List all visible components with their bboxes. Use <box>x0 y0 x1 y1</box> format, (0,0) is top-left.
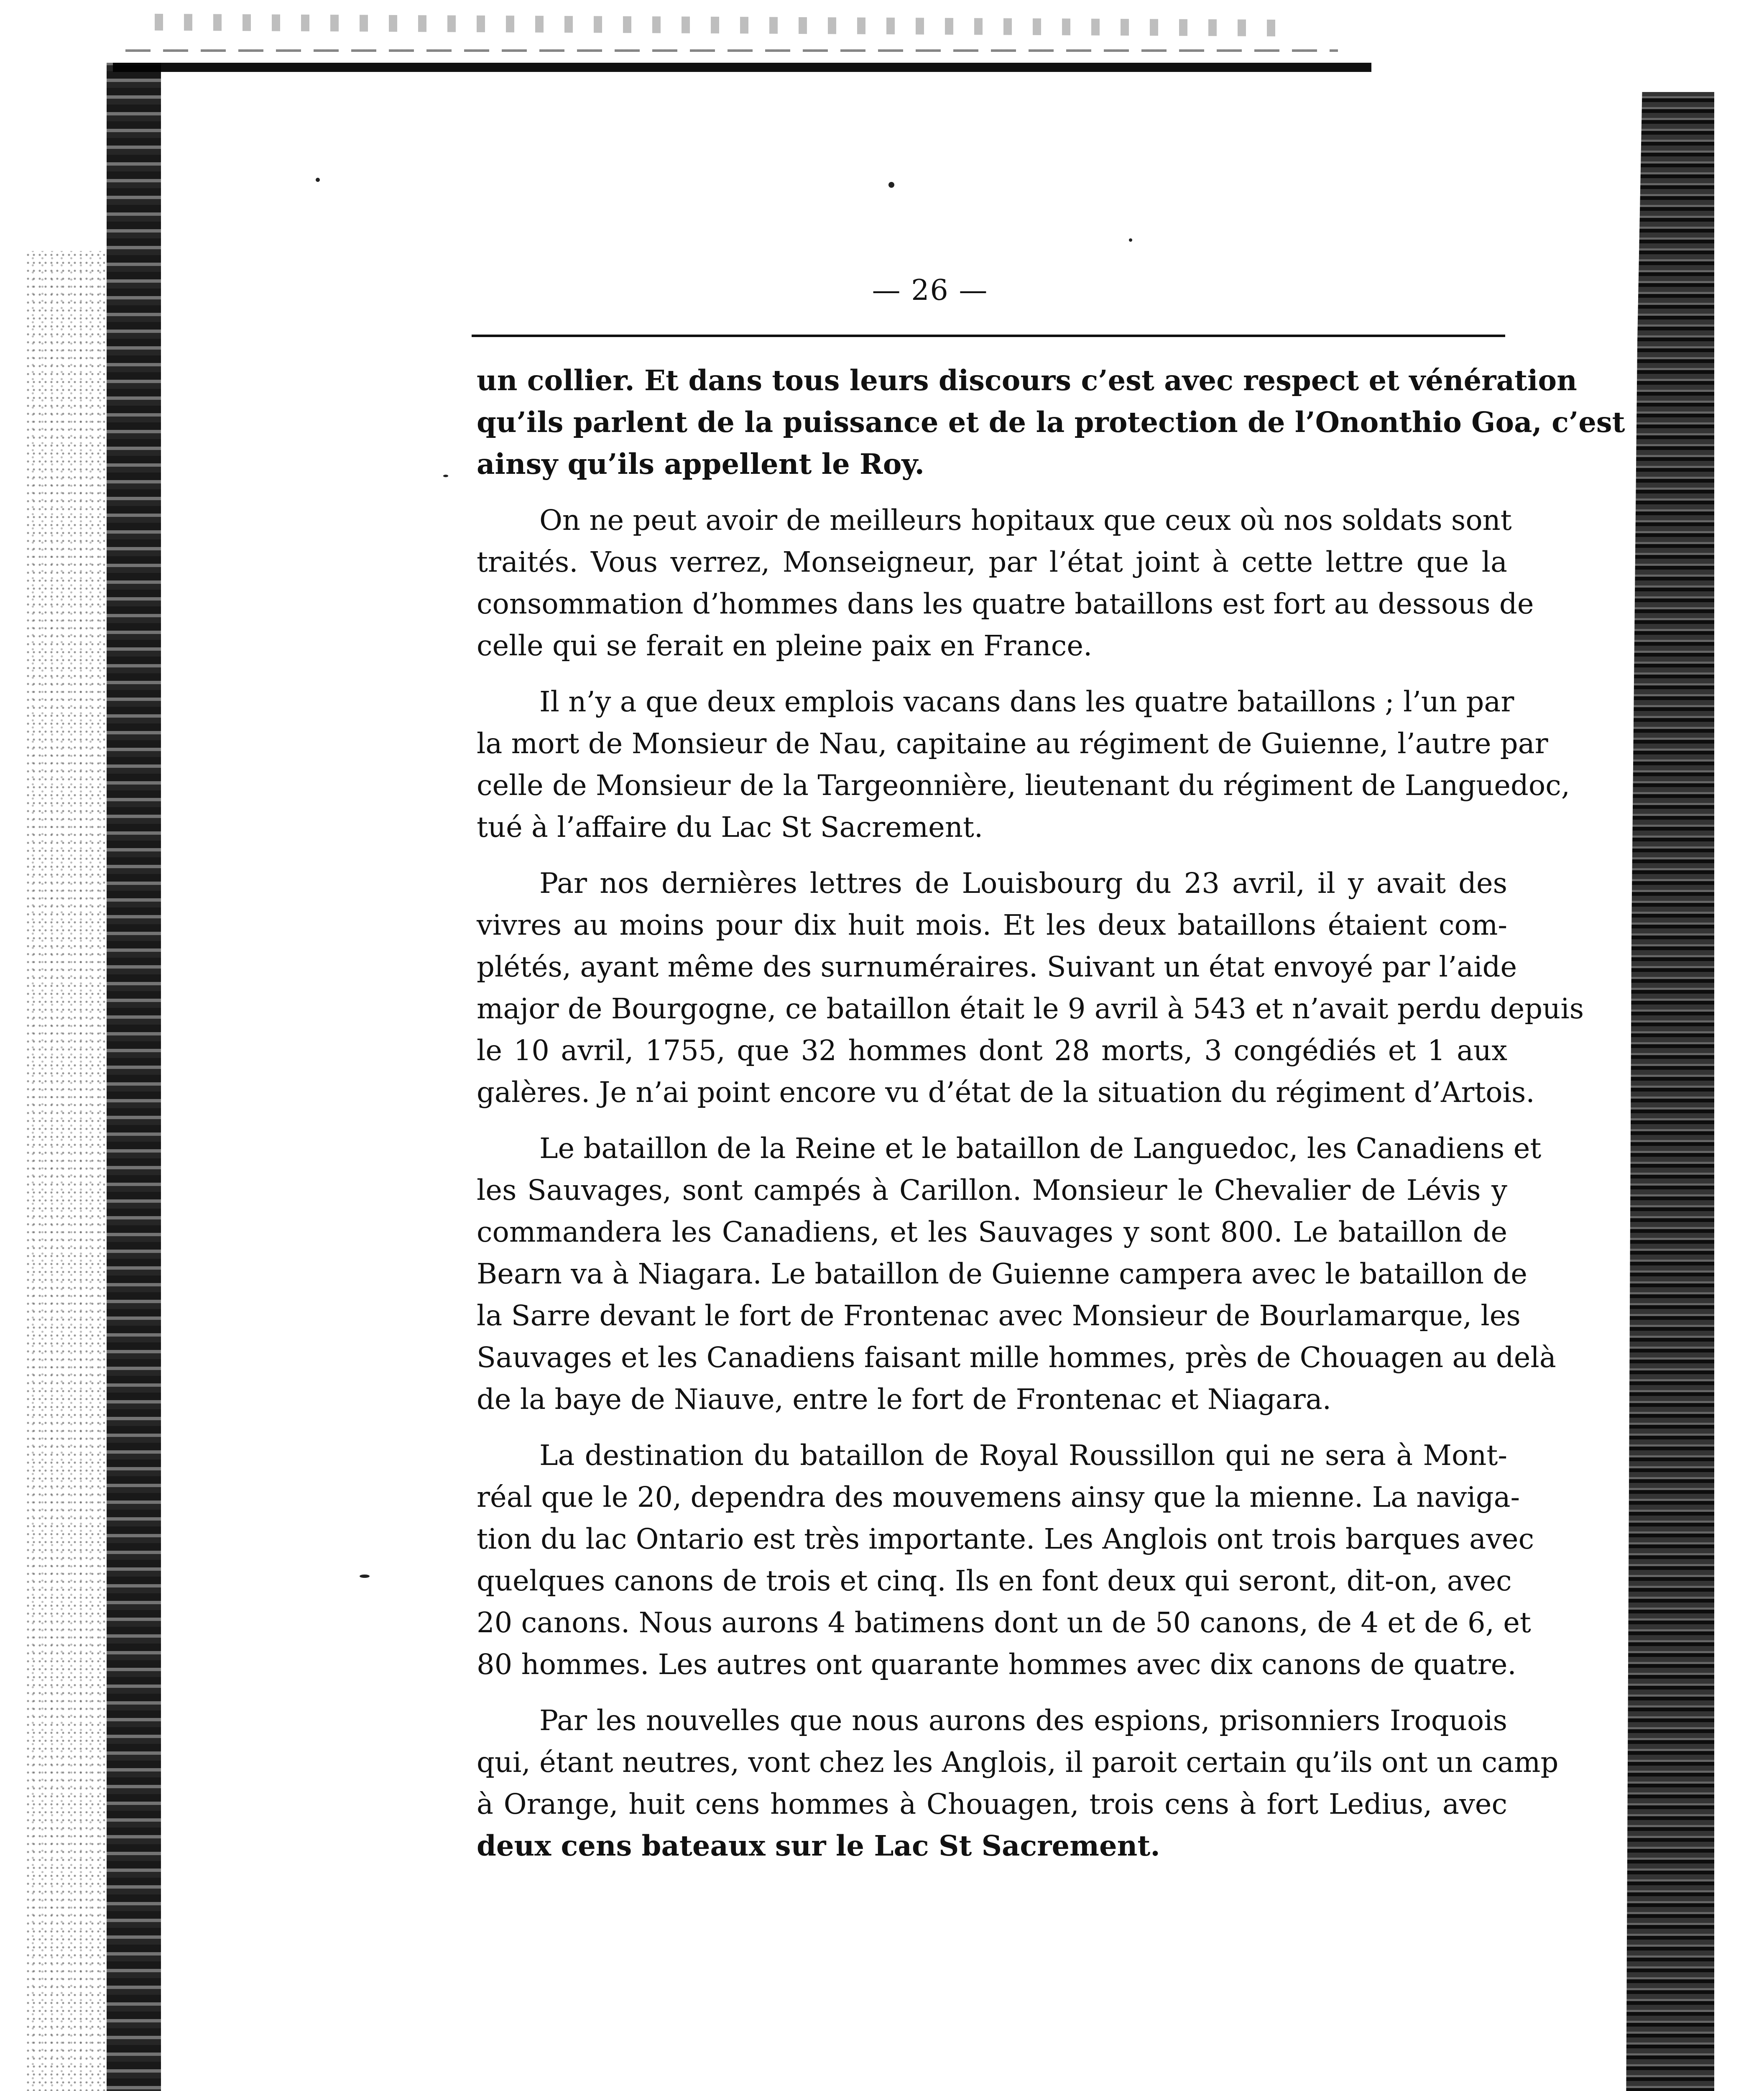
text-line: plétés, ayant même des surnuméraires. Suivant un état envoyé par l’aide <box>477 951 1517 983</box>
text-line: celle de Monsieur de la Targeonnière, lieutenant du régiment de Languedoc, <box>477 769 1570 802</box>
text-line: commandera les Canadiens, et les Sauvages y sont 800. Le bataillon de <box>477 1216 1507 1248</box>
text-line: tion du lac Ontario est très importante. Les Anglois ont trois barques avec <box>477 1523 1534 1555</box>
paragraph <box>477 862 1584 1113</box>
scan-speck <box>443 475 448 477</box>
scan-speck <box>360 1575 370 1578</box>
text-body <box>477 360 1625 1881</box>
scan-right-border <box>1618 92 1714 2091</box>
text-line: les Sauvages, sont campés à Carillon. Monsieur le Chevalier de Lévis y <box>477 1174 1507 1207</box>
text-line: Par les nouvelles que nous aurons des espions, prisonniers Iroquois <box>539 1704 1507 1737</box>
text-line: La destination du bataillon de Royal Roussillon qui ne sera à Mont- <box>539 1439 1507 1472</box>
paragraph <box>477 1700 1559 1867</box>
text-line: traités. Vous verrez, Monseigneur, par l’état joint à cette lettre que la <box>477 546 1507 578</box>
scan-top-border <box>113 63 1371 72</box>
text-line: de la baye de Niauve, entre le fort de Frontenac et Niagara. <box>477 1383 1331 1416</box>
text-line: Par nos dernières lettres de Louisbourg du 23 avril, il y avait des <box>539 867 1507 900</box>
text-line: deux cens bateaux sur le Lac St Sacrement. <box>477 1829 1160 1862</box>
paragraph <box>477 360 1625 485</box>
text-line: qu’ils parlent de la puissance et de la protection de l’Ononthio Goa, c’est <box>477 406 1625 439</box>
page-number: — 26 — <box>872 274 988 307</box>
text-line: la mort de Monsieur de Nau, capitaine au régiment de Guienne, l’autre par <box>477 727 1548 760</box>
text-line: un collier. Et dans tous leurs discours c’est avec respect et vénération <box>477 364 1577 397</box>
header-rule <box>472 335 1505 337</box>
paragraph <box>477 1127 1556 1420</box>
paragraph <box>477 1434 1534 1685</box>
text-line: consommation d’hommes dans les quatre bataillons est fort au dessous de <box>477 588 1534 620</box>
text-line: quelques canons de trois et cinq. Ils en font deux qui seront, dit-on, avec <box>477 1564 1512 1597</box>
text-line: réal que le 20, dependra des mouvemens ainsy que la mienne. La naviga- <box>477 1481 1520 1513</box>
paragraph <box>477 499 1534 667</box>
scan-left-border <box>107 63 161 2091</box>
text-line: qui, étant neutres, vont chez les Anglois, il paroit certain qu’ils ont un camp <box>477 1746 1559 1779</box>
paragraph <box>477 681 1570 848</box>
text-line: major de Bourgogne, ce bataillon était le 9 avril à 543 et n’avait perdu depuis <box>477 992 1584 1025</box>
text-line: ainsy qu’ils appellent le Roy. <box>477 447 924 481</box>
text-line: 20 canons. Nous aurons 4 batimens dont un de 50 canons, de 4 et de 6, et <box>477 1606 1531 1639</box>
text-line: vivres au moins pour dix huit mois. Et les deux bataillons étaient com- <box>477 909 1507 941</box>
text-line: à Orange, huit cens hommes à Chouagen, trois cens à fort Ledius, avec <box>477 1788 1507 1820</box>
text-line: Le bataillon de la Reine et le bataillon de Languedoc, les Canadiens et <box>539 1132 1542 1165</box>
text-line: galères. Je n’ai point encore vu d’état de la situation du régiment d’Artois. <box>477 1076 1535 1109</box>
text-line: Bearn va à Niagara. Le bataillon de Guienne campera avec le bataillon de <box>477 1258 1527 1290</box>
text-line: Il n’y a que deux emplois vacans dans les quatre bataillons ; l’un par <box>539 685 1514 718</box>
text-line: 80 hommes. Les autres ont quarante hommes avec dix canons de quatre. <box>477 1648 1516 1681</box>
scan-speck <box>316 178 320 182</box>
scan-left-noise <box>25 251 109 2091</box>
text-line: tué à l’affaire du Lac St Sacrement. <box>477 811 983 844</box>
text-line: Sauvages et les Canadiens faisant mille hommes, près de Chouagen au delà <box>477 1341 1556 1374</box>
scan-speck <box>888 182 894 188</box>
scan-top-thin-line <box>125 49 1338 52</box>
text-line: la Sarre devant le fort de Frontenac avec Monsieur de Bourlamarque, les <box>477 1299 1521 1332</box>
text-line: On ne peut avoir de meilleurs hopitaux que ceux où nos soldats sont <box>539 504 1512 537</box>
scan-top-scribble <box>155 14 1284 36</box>
text-line: le 10 avril, 1755, que 32 hommes dont 28 morts, 3 congédiés et 1 aux <box>477 1034 1507 1067</box>
scan-speck <box>1129 238 1132 242</box>
text-line: celle qui se ferait en pleine paix en France. <box>477 629 1093 662</box>
